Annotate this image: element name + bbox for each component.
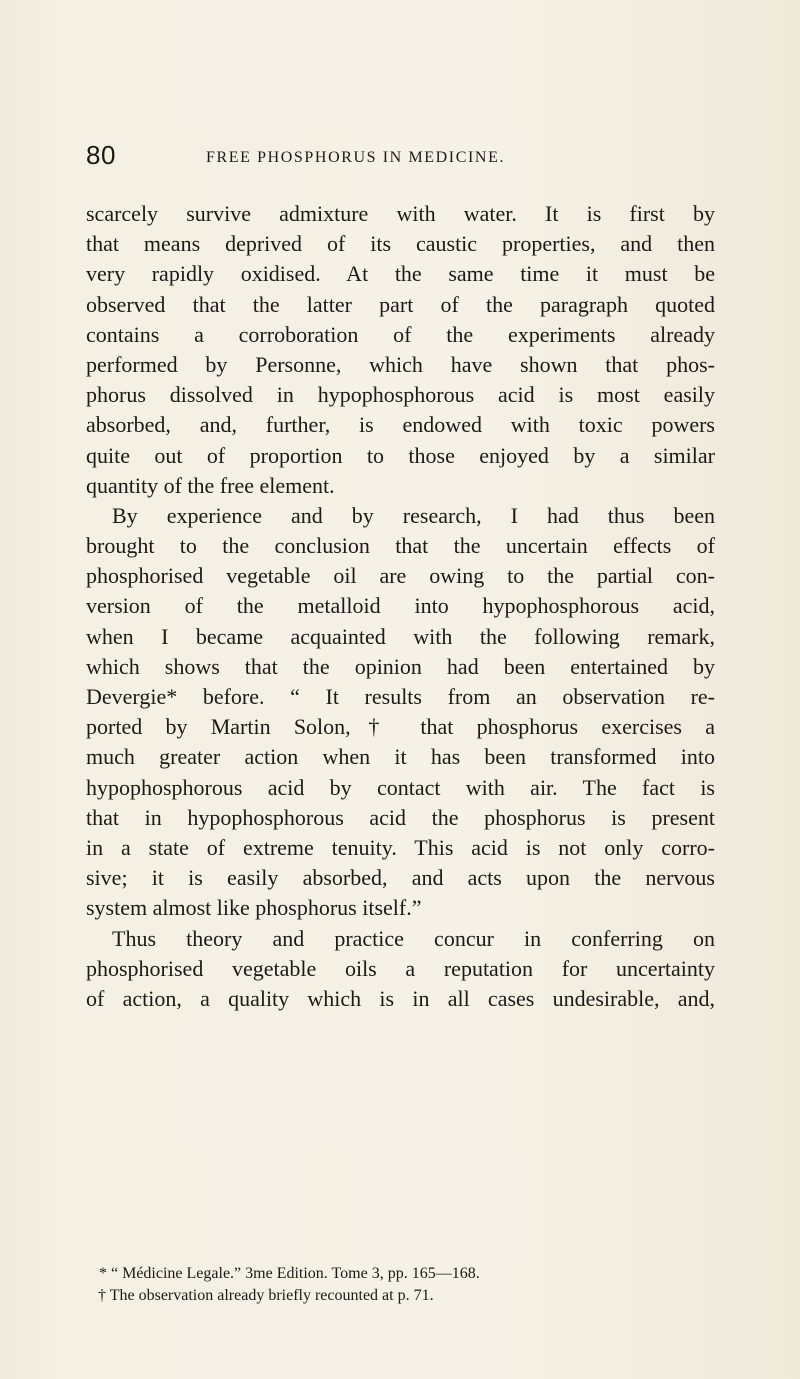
text-line: ported by Martin Solon,† that phosphorus exercises a	[86, 714, 715, 740]
text-line: that means deprived of its caustic properties, and then	[86, 231, 715, 257]
text-line: phosphorised vegetable oils a reputation for uncertainty	[86, 955, 715, 981]
page-header	[86, 140, 726, 180]
text-line: scarcely survive admixture with water. It is first by	[86, 201, 715, 226]
page-number: 80	[86, 140, 116, 170]
text-line: performed by Personne, which have shown that phos-	[86, 351, 715, 377]
text-line: contains a corroboration of the experiments already	[86, 321, 715, 347]
running-head: FREE PHOSPHORUS IN MEDICINE.	[206, 149, 506, 166]
text-line: By experience and by research, I had thus been	[112, 502, 715, 528]
text-line: brought to the conclusion that the uncertain effects of	[86, 533, 715, 559]
text-line: when I became acquainted with the following remark,	[86, 623, 715, 649]
text-line: that in hypophosphorous acid the phosphorus is present	[86, 804, 715, 830]
text-line: observed that the latter part of the paragraph quoted	[86, 291, 715, 317]
footnotes	[86, 1263, 726, 1307]
text-line: which shows that the opinion had been entertained by	[86, 653, 715, 679]
footnote: * “ Médicine Legale.” 3me Edition. Tome 3, pp. 165—168.	[99, 1265, 480, 1282]
text-line: of action, a quality which is in all cases undesirable, and,	[86, 985, 715, 1011]
text-line: absorbed, and, further, is endowed with toxic powers	[86, 412, 715, 438]
text-line: system almost like phosphorus itself.”	[86, 895, 422, 921]
text-line: hypophosphorous acid by contact with air. The fact is	[86, 774, 715, 800]
text-line: very rapidly oxidised. At the same time it must be	[86, 261, 715, 287]
text-line: phorus dissolved in hypophosphorous acid is most easily	[86, 382, 715, 408]
footnote: † The observation already briefly recounted at p. 71.	[98, 1287, 434, 1304]
text-line: Thus theory and practice concur in conferring on	[112, 925, 715, 951]
text-line: much greater action when it has been transformed into	[86, 744, 715, 770]
text-line: version of the metalloid into hypophosphorous acid,	[86, 593, 715, 619]
text-line: sive; it is easily absorbed, and acts upon the nervous	[86, 865, 715, 891]
text-line: quantity of the free element.	[86, 472, 335, 498]
text-line: Devergie* before. “ It results from an observation re-	[86, 684, 715, 709]
text-line: in a state of extreme tenuity. This acid is not only corro-	[86, 834, 715, 860]
text-line: quite out of proportion to those enjoyed by a similar	[86, 442, 715, 468]
text-line: phosphorised vegetable oil are owing to the partial con-	[86, 563, 715, 589]
body-text	[86, 199, 715, 1014]
